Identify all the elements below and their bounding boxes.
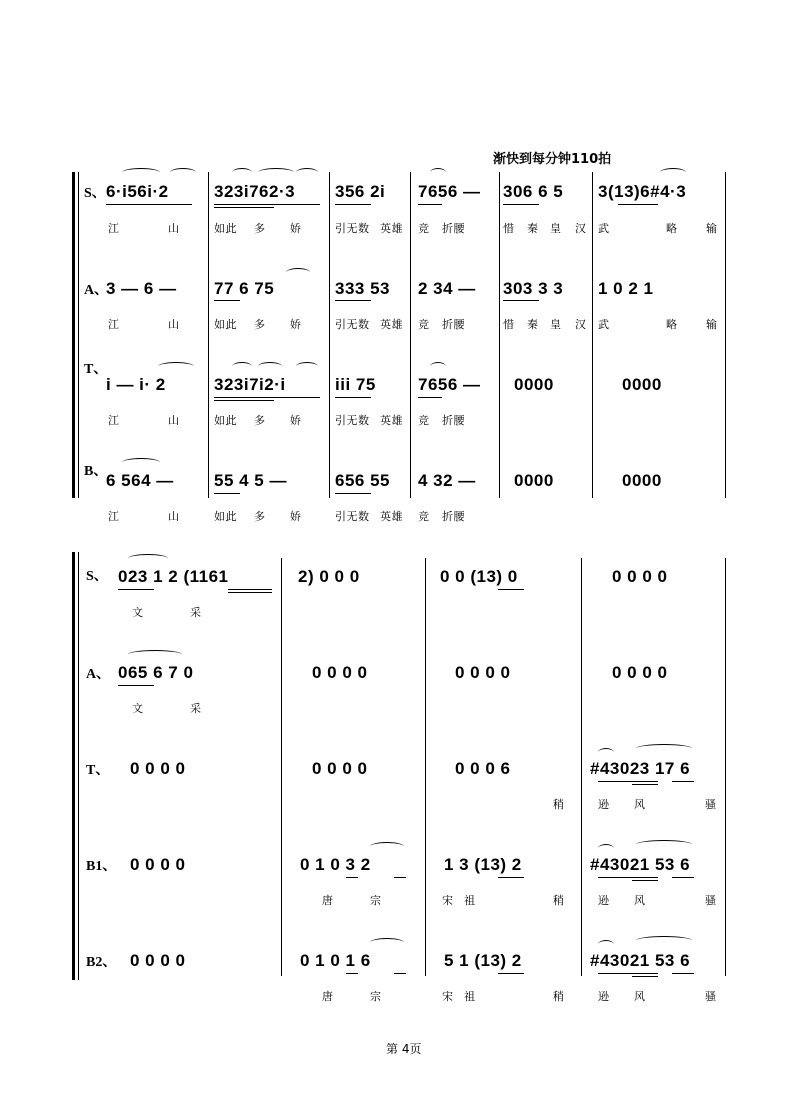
measure: 0000 [514, 375, 554, 394]
beam [418, 204, 442, 205]
measure: 0 0 0 0 [130, 855, 186, 874]
measure: #43021 53 6 [590, 855, 691, 874]
lyric: 引无数 [335, 318, 370, 331]
lyric: 多 [254, 510, 266, 523]
lyric: 如此 [214, 222, 237, 235]
beam [335, 300, 371, 301]
beam [335, 204, 371, 205]
beam [335, 397, 371, 398]
slur [128, 554, 168, 563]
lyric: 汉 [575, 318, 587, 331]
lyric: 江 [108, 510, 120, 523]
lyric: 骚 [705, 990, 717, 1003]
measure: 1 3 (13) 2 [444, 855, 522, 874]
lyric: 娇 [290, 414, 302, 427]
barline [581, 558, 582, 976]
measure: 0 0 (13) 0 [440, 567, 518, 586]
slur [370, 842, 404, 851]
measure: 0 1 0 1 6 [300, 951, 371, 970]
beam [672, 973, 694, 974]
part-label: A、 [86, 667, 111, 682]
slur [286, 268, 310, 277]
measure: 0 0 0 0 [612, 567, 668, 586]
beam [214, 207, 274, 208]
slur [122, 458, 160, 467]
lyric: 逊 [598, 894, 610, 907]
system-bracket-inner [78, 172, 79, 498]
beam [672, 877, 694, 878]
lyric: 山 [168, 222, 180, 235]
slur [296, 362, 318, 371]
lyric: 宗 [370, 894, 382, 907]
barline [208, 172, 209, 498]
measure: 0000 [514, 471, 554, 490]
measure: 323i7i2·i [214, 375, 286, 394]
lyric: 多 [254, 414, 266, 427]
beam [346, 877, 358, 878]
lyric: 秦 [527, 318, 539, 331]
measure: 0 0 0 0 [130, 951, 186, 970]
measure: 0000 [622, 471, 662, 490]
lyric: 山 [168, 510, 180, 523]
lyric: 风 [634, 894, 646, 907]
lyric: 如此 [214, 414, 237, 427]
lyric: 祖 [464, 894, 476, 907]
measure: 3 — 6 — [106, 279, 177, 298]
slur [232, 362, 252, 371]
lyric: 惜 [503, 222, 515, 235]
slur [158, 362, 194, 371]
beam [632, 784, 658, 785]
lyric: 武 [598, 318, 610, 331]
measure: 77 6 75 [214, 279, 275, 298]
barline [592, 172, 593, 498]
measure: 023 1 2 (1161 [118, 567, 229, 586]
beam [346, 973, 358, 974]
lyric: 骚 [705, 798, 717, 811]
beam [118, 685, 154, 686]
tempo-marking: 渐快到每分钟110拍 [493, 152, 612, 167]
barline [725, 558, 726, 976]
slur [430, 362, 446, 371]
beam [394, 973, 406, 974]
lyric: 折腰 [442, 414, 465, 427]
beam [503, 204, 539, 205]
slur [660, 168, 686, 177]
measure: 0 0 0 0 [455, 663, 511, 682]
part-label: B、 [84, 464, 108, 479]
part-label: B1、 [86, 859, 117, 874]
lyric: 稍 [553, 798, 565, 811]
lyric: 折腰 [442, 222, 465, 235]
lyric: 折腰 [442, 510, 465, 523]
lyric: 输 [706, 318, 718, 331]
lyric: 祖 [464, 990, 476, 1003]
slur [258, 362, 282, 371]
lyric: 多 [254, 222, 266, 235]
lyric: 汉 [575, 222, 587, 235]
beam [214, 204, 320, 205]
lyric: 秦 [527, 222, 539, 235]
lyric: 引无数 [335, 222, 370, 235]
slur [598, 748, 614, 757]
measure: 0 0 0 0 [130, 759, 186, 778]
lyric: 娇 [290, 222, 302, 235]
beam [632, 976, 658, 977]
barline [410, 172, 411, 498]
lyric: 文 [132, 606, 144, 619]
page-number: 第 4页 [386, 1042, 422, 1056]
lyric: 如此 [214, 510, 237, 523]
part-label: T、 [86, 763, 110, 778]
beam [618, 204, 658, 205]
beam [498, 877, 524, 878]
slur [232, 168, 252, 177]
measure: 55 4 5 — [214, 471, 287, 490]
lyric: 宋 [442, 894, 454, 907]
measure: #43023 17 6 [590, 759, 691, 778]
measure: 7656 — [418, 375, 481, 394]
lyric: 惜 [503, 318, 515, 331]
measure: 0 1 0 3 2 [300, 855, 371, 874]
lyric: 输 [706, 222, 718, 235]
part-label: S、 [86, 569, 108, 584]
slur [258, 168, 294, 177]
measure: 356 2i [335, 182, 386, 201]
slur [636, 840, 692, 849]
beam [632, 880, 658, 881]
system-bracket [72, 172, 75, 498]
slur [636, 744, 692, 753]
part-label: B2、 [86, 955, 117, 970]
measure: 333 53 [335, 279, 390, 298]
lyric: 皇 [550, 222, 562, 235]
slur [370, 938, 404, 947]
part-label: S、 [84, 186, 106, 201]
lyric: 文 [132, 702, 144, 715]
measure: 0 0 0 6 [455, 759, 511, 778]
beam [214, 397, 320, 398]
lyric: 竞 [418, 318, 430, 331]
beam [228, 589, 272, 590]
slur [636, 936, 692, 945]
measure: 306 6 5 [503, 182, 564, 201]
beam [418, 397, 442, 398]
measure: 065 6 7 0 [118, 663, 194, 682]
lyric: 山 [168, 318, 180, 331]
beam [498, 589, 524, 590]
lyric: 折腰 [442, 318, 465, 331]
barline [425, 558, 426, 976]
measure: 6·i56i·2 [106, 182, 169, 201]
measure: 3(13)6#4·3 [598, 182, 687, 201]
part-label: T、 [84, 362, 108, 377]
lyric: 竞 [418, 222, 430, 235]
lyric: 娇 [290, 318, 302, 331]
slur [598, 844, 614, 853]
lyric: 江 [108, 414, 120, 427]
measure: 0000 [622, 375, 662, 394]
measure: 656 55 [335, 471, 390, 490]
lyric: 英雄 [380, 510, 403, 523]
beam [214, 400, 274, 401]
beam [598, 781, 658, 782]
lyric: 引无数 [335, 510, 370, 523]
slur [430, 168, 446, 177]
barline [499, 172, 500, 498]
measure: 2 34 — [418, 279, 476, 298]
part-label: A、 [84, 283, 109, 298]
beam [498, 973, 524, 974]
beam [335, 493, 371, 494]
lyric: 如此 [214, 318, 237, 331]
slur [122, 168, 160, 177]
lyric: 采 [190, 702, 202, 715]
beam [228, 592, 272, 593]
beam [672, 781, 694, 782]
measure: 0 0 0 0 [312, 663, 368, 682]
barline [281, 558, 282, 976]
lyric: 宋 [442, 990, 454, 1003]
lyric: 采 [190, 606, 202, 619]
slur [296, 168, 318, 177]
lyric: 山 [168, 414, 180, 427]
lyric: 稍 [553, 990, 565, 1003]
barline [329, 172, 330, 498]
lyric: 风 [634, 798, 646, 811]
measure: 0 0 0 0 [612, 663, 668, 682]
lyric: 宗 [370, 990, 382, 1003]
measure: 1 0 2 1 [598, 279, 654, 298]
beam [106, 204, 192, 205]
lyric: 唐 [322, 894, 334, 907]
beam [503, 300, 539, 301]
barline [725, 172, 726, 498]
beam [394, 877, 406, 878]
measure: i — i· 2 [106, 375, 166, 394]
lyric: 多 [254, 318, 266, 331]
lyric: 唐 [322, 990, 334, 1003]
measure: 7656 — [418, 182, 481, 201]
lyric: 娇 [290, 510, 302, 523]
lyric: 英雄 [380, 414, 403, 427]
beam [598, 973, 658, 974]
measure: 4 32 — [418, 471, 476, 490]
measure: #43021 53 6 [590, 951, 691, 970]
measure: 5 1 (13) 2 [444, 951, 522, 970]
measure: 0 0 0 0 [312, 759, 368, 778]
lyric: 引无数 [335, 414, 370, 427]
lyric: 英雄 [380, 318, 403, 331]
system-bracket-inner [78, 552, 79, 980]
system-bracket [72, 552, 75, 980]
lyric: 竞 [418, 510, 430, 523]
slur [598, 940, 614, 949]
lyric: 骚 [705, 894, 717, 907]
lyric: 稍 [553, 894, 565, 907]
lyric: 江 [108, 222, 120, 235]
lyric: 逊 [598, 990, 610, 1003]
measure: iii 75 [335, 375, 376, 394]
lyric: 皇 [550, 318, 562, 331]
beam [214, 300, 240, 301]
beam [118, 589, 154, 590]
lyric: 逊 [598, 798, 610, 811]
slur [128, 650, 182, 659]
lyric: 英雄 [380, 222, 403, 235]
lyric: 略 [666, 222, 678, 235]
measure: 6 564 — [106, 471, 174, 490]
beam [214, 493, 240, 494]
measure: 2) 0 0 0 [298, 567, 360, 586]
measure: 323i762·3 [214, 182, 296, 201]
slur [170, 168, 196, 177]
measure: 303 3 3 [503, 279, 564, 298]
lyric: 竞 [418, 414, 430, 427]
lyric: 江 [108, 318, 120, 331]
lyric: 风 [634, 990, 646, 1003]
beam [598, 877, 658, 878]
lyric: 武 [598, 222, 610, 235]
lyric: 略 [666, 318, 678, 331]
